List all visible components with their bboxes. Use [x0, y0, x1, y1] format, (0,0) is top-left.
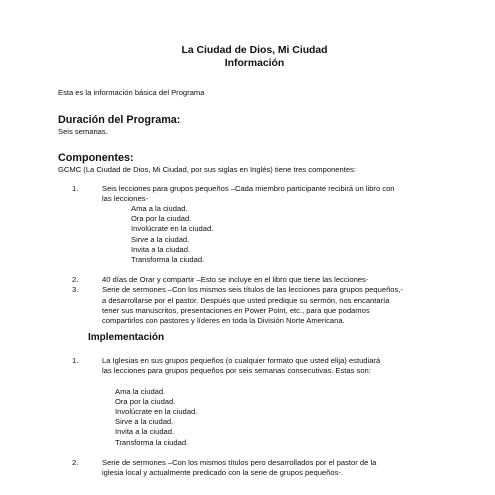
title-line-2: Información	[224, 58, 285, 69]
implementation-1-line-1: La Iglesias en sus grupos pequeños (o cualquier formato que usted elija) estudiará	[102, 356, 381, 366]
sub-item: Sirve a la ciudad.	[115, 417, 174, 427]
component-1-sublist	[102, 204, 459, 265]
component-3-line-2: a desarrollarse por el pastor. Después que usted predique su sermón, nos encantaría	[102, 295, 390, 305]
components-list	[58, 184, 459, 327]
sub-item: Transforma la ciudad.	[131, 255, 205, 265]
component-3-line-1: Serie de sermones –Con los mismos seis títulos de las lecciones para grupos pequeños,-	[102, 285, 403, 295]
component-1-line-1: Seis lecciones para grupos pequeños –Cada miembro participante recibirá un libro con	[102, 183, 395, 193]
sub-item: Ama la ciudad.	[115, 386, 166, 396]
duration-text: Seis semanas.	[58, 127, 108, 137]
component-item-1	[72, 184, 459, 266]
implementation-1-sublist	[102, 387, 459, 448]
sub-item: Ora por la ciudad.	[115, 396, 176, 406]
component-item-3	[72, 285, 459, 326]
component-1-line-2: las lecciones-	[102, 193, 149, 203]
implementation-heading: Implementación	[88, 332, 165, 344]
sub-item: Sirve a la ciudad.	[131, 234, 190, 244]
sub-item: Involúcrate en la ciudad.	[131, 224, 214, 234]
sub-item: Involúcrate en la ciudad.	[115, 407, 198, 417]
title-line-1: La Ciudad de Dios, Mi Ciudad	[181, 45, 328, 56]
implementation-2-line-1: Serie de sermones –Con los mismos títulos pero desarrollados por el pastor de la	[102, 457, 377, 467]
list-number: 3.	[72, 285, 79, 295]
component-item-2	[72, 275, 459, 285]
components-heading: Componentes:	[58, 152, 134, 165]
intro-text: Esta es la información básica del Programa	[58, 88, 205, 97]
list-number: 1.	[72, 356, 79, 366]
implementation-1-line-2: las lecciones para grupos pequeños por seis semanas consecutivas. Estas son:	[102, 366, 371, 376]
list-number: 2.	[72, 275, 79, 285]
implementation-item-1	[72, 356, 459, 448]
component-2-line-1: 40 días de Orar y compartir –Esto se incluye en el libro que tiene las lecciones-	[102, 275, 369, 285]
sub-item: Invita a la ciudad.	[131, 244, 191, 254]
sub-item: Ama a la ciudad.	[131, 204, 188, 214]
sub-item: Invita a la ciudad.	[115, 427, 175, 437]
sub-item: Ora por la ciudad.	[131, 214, 192, 224]
implementation-2-line-2: iglesia local y actualmente predicado con la serie de grupos pequeños-.	[102, 468, 344, 478]
component-3-line-3: tener sus manuscritos, presentaciones en Power Point, etc., para que podamos	[102, 305, 370, 315]
sub-item: Transforma la ciudad.	[115, 437, 189, 447]
component-3-line-4: compartirlos con pastores y líderes en toda la División Norte Americana.	[102, 316, 345, 326]
implementation-item-2	[72, 458, 459, 478]
list-number: 2.	[72, 457, 79, 467]
components-text: GCMC (La Ciudad de Dios, Mi Ciudad, por sus siglas en Inglés) tiene tres componentes:	[58, 165, 356, 175]
duration-heading: Duración del Programa:	[58, 114, 181, 127]
implementation-list	[58, 356, 459, 478]
list-number: 1.	[72, 183, 79, 193]
document-title	[58, 44, 459, 70]
